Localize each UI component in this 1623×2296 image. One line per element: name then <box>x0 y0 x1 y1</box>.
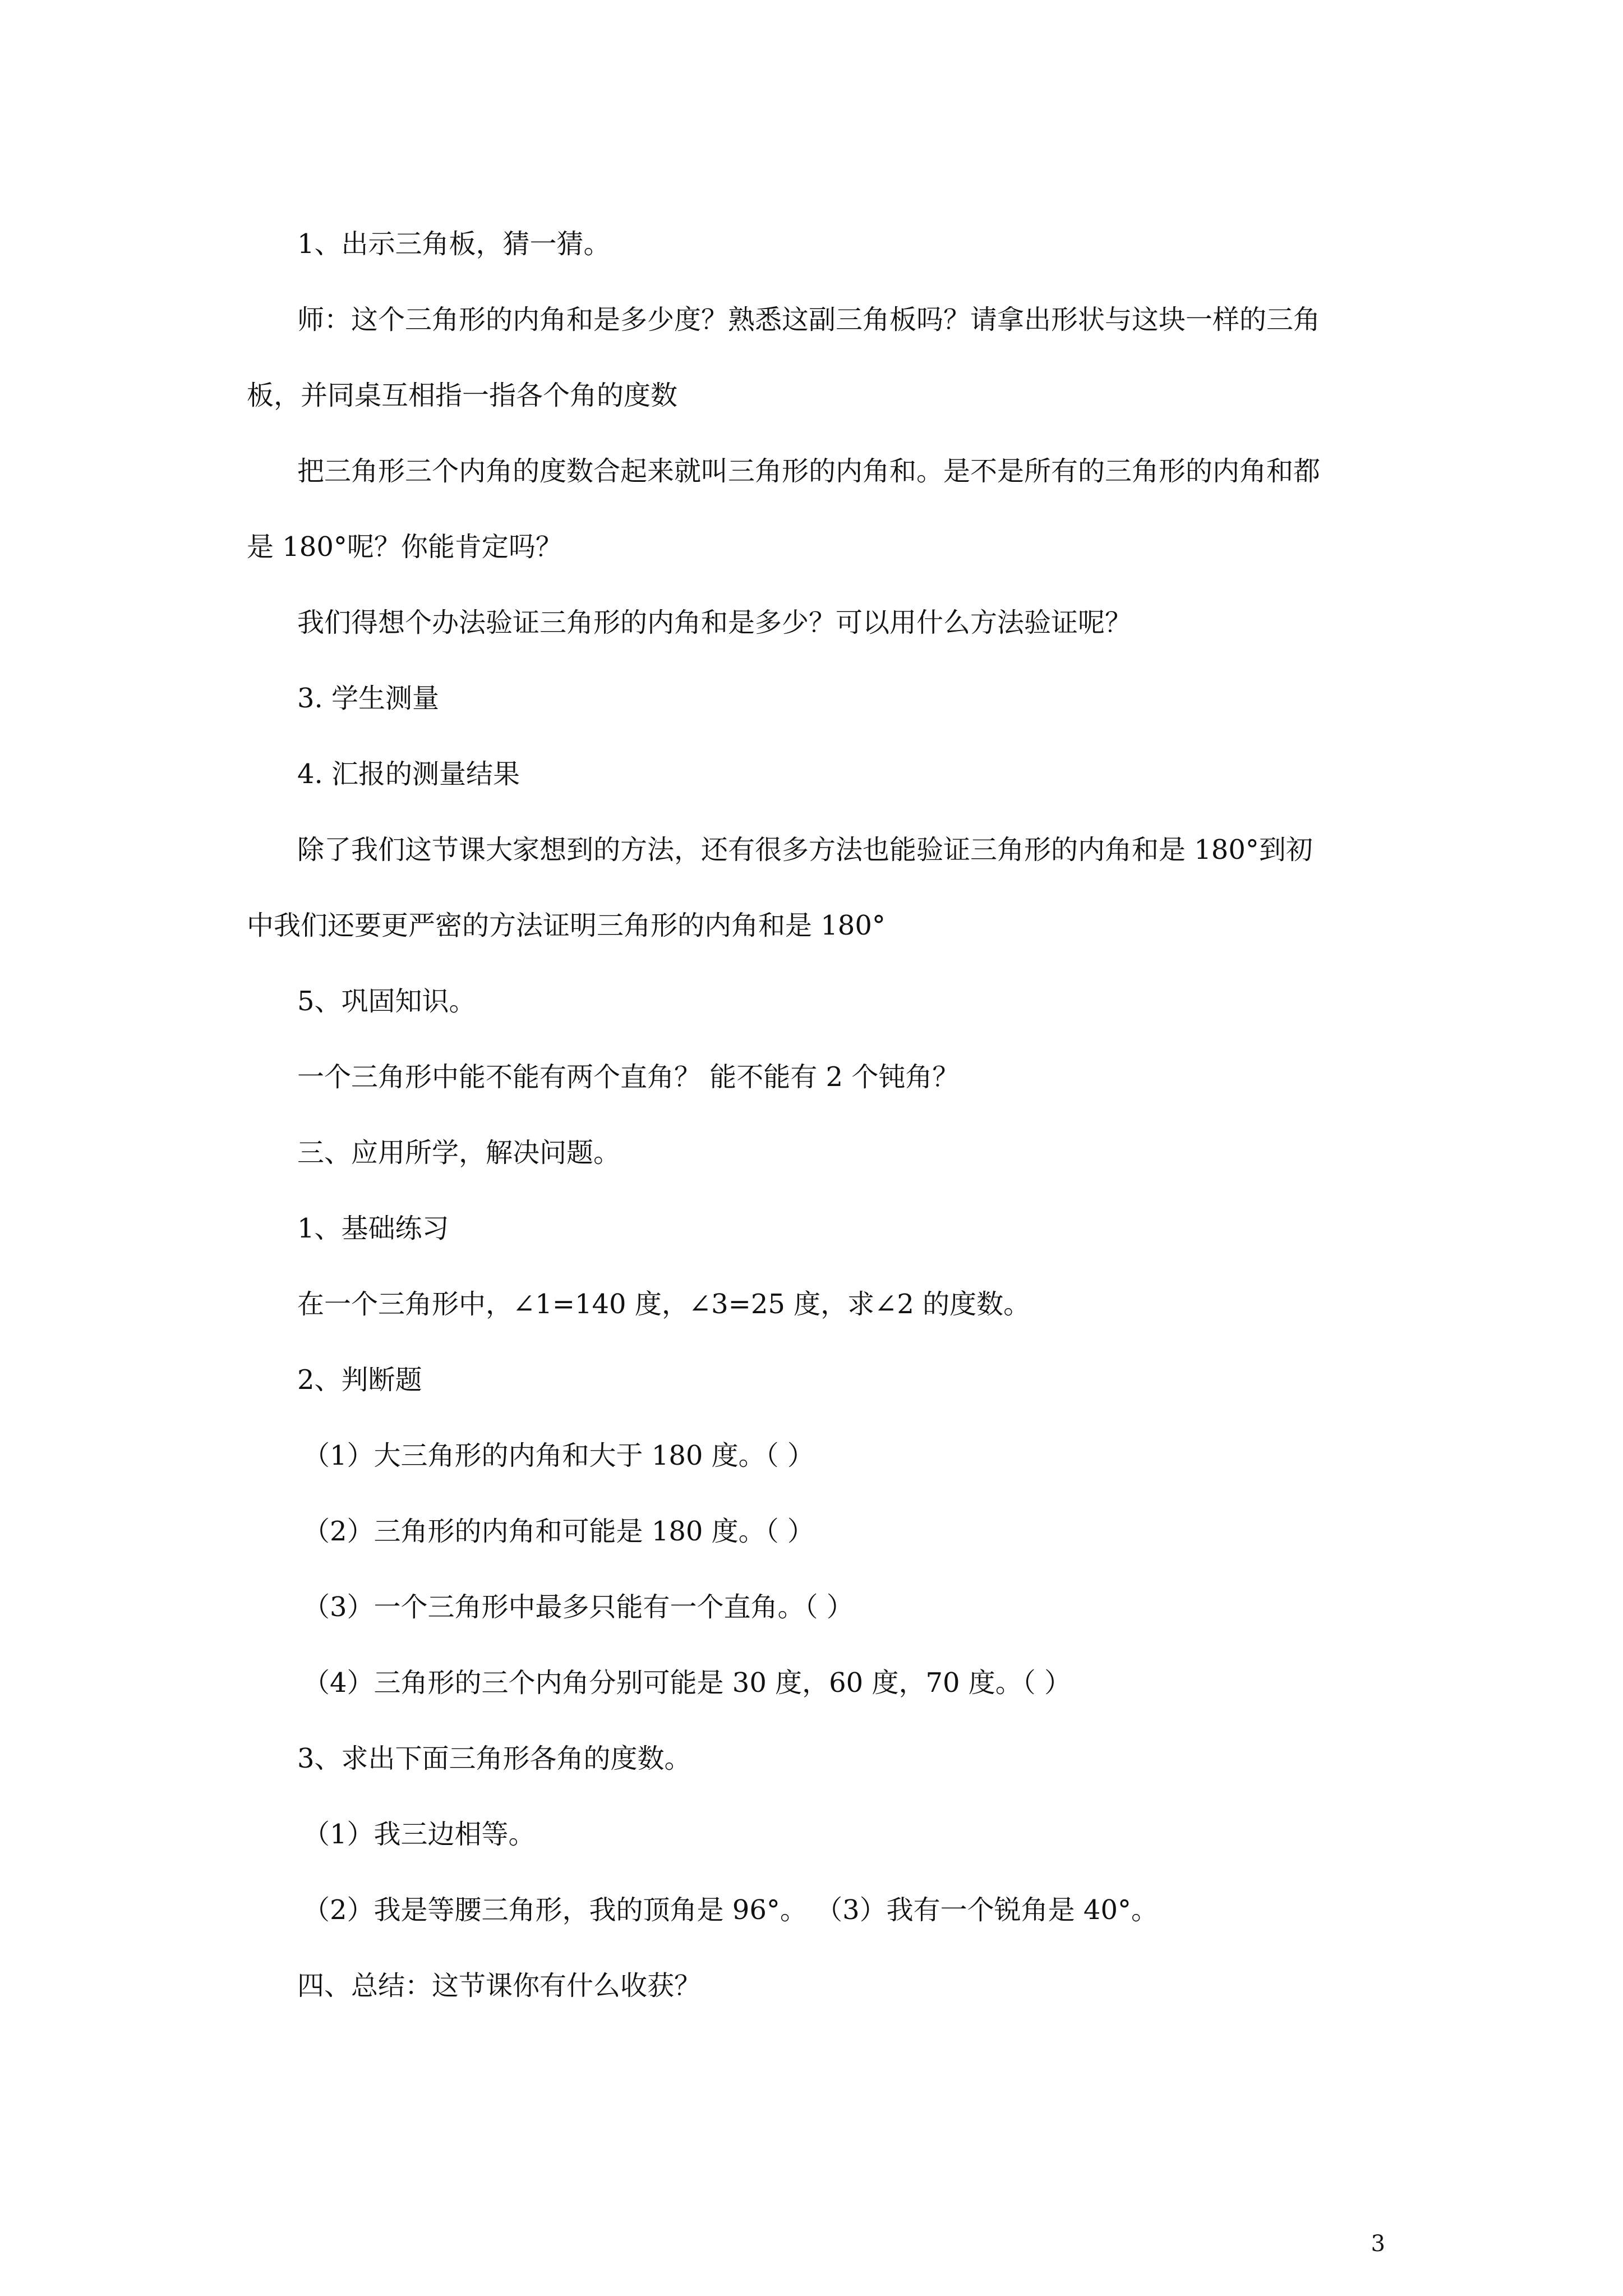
step-3-student-measure: 3. 学生测量 <box>297 683 440 714</box>
true-false-item-2: （2）三角形的内角和可能是 180 度。（ ） <box>303 1516 814 1547</box>
other-methods-line-1: 除了我们这节课大家想到的方法，还有很多方法也能验证三角形的内角和是 180°到初 <box>297 834 1313 866</box>
basic-practice-problem: 在一个三角形中，∠1=140 度，∠3=25 度，求∠2 的度数。 <box>297 1289 1031 1320</box>
teacher-question-line-1: 师：这个三角形的内角和是多少度？熟悉这副三角板吗？请拿出形状与这块一样的三角 <box>297 304 1321 335</box>
step-1-show-set-square: 1、出示三角板，猜一猜。 <box>297 228 611 260</box>
true-false-item-1: （1）大三角形的内角和大于 180 度。（ ） <box>303 1440 814 1471</box>
verification-question: 我们得想个办法验证三角形的内角和是多少？可以用什么方法验证呢？ <box>297 607 1132 638</box>
basic-practice-heading: 1、基础练习 <box>297 1213 449 1244</box>
step-5-consolidate: 5、巩固知识。 <box>297 986 476 1017</box>
right-obtuse-angle-question: 一个三角形中能不能有两个直角？ 能不能有 2 个钝角？ <box>297 1061 960 1093</box>
page-number: 3 <box>1371 2231 1385 2257</box>
true-false-item-4: （4）三角形的三个内角分别可能是 30 度，60 度，70 度。（ ） <box>303 1667 1072 1699</box>
step-4-report-results: 4. 汇报的测量结果 <box>297 758 520 790</box>
other-methods-line-2: 中我们还要更严密的方法证明三角形的内角和是 180° <box>247 910 886 941</box>
section-4-summary: 四、总结：这节课你有什么收获？ <box>297 1970 702 2001</box>
definition-line-2: 是 180°呢？你能肯定吗？ <box>247 531 562 563</box>
section-3-heading: 三、应用所学，解决问题。 <box>297 1137 621 1168</box>
find-angles-item-1: （1）我三边相等。 <box>303 1819 536 1850</box>
definition-line-1: 把三角形三个内角的度数合起来就叫三角形的内角和。是不是所有的三角形的内角和都 <box>297 455 1321 487</box>
find-angles-items-2-3: （2）我是等腰三角形，我的顶角是 96°。 （3）我有一个锐角是 40°。 <box>303 1894 1159 1926</box>
true-false-heading: 2、判断题 <box>297 1364 422 1396</box>
teacher-question-line-2: 板，并同桌互相指一指各个角的度数 <box>247 380 678 411</box>
find-angles-heading: 3、求出下面三角形各角的度数。 <box>297 1743 691 1774</box>
true-false-item-3: （3）一个三角形中最多只能有一个直角。（ ） <box>303 1591 854 1623</box>
